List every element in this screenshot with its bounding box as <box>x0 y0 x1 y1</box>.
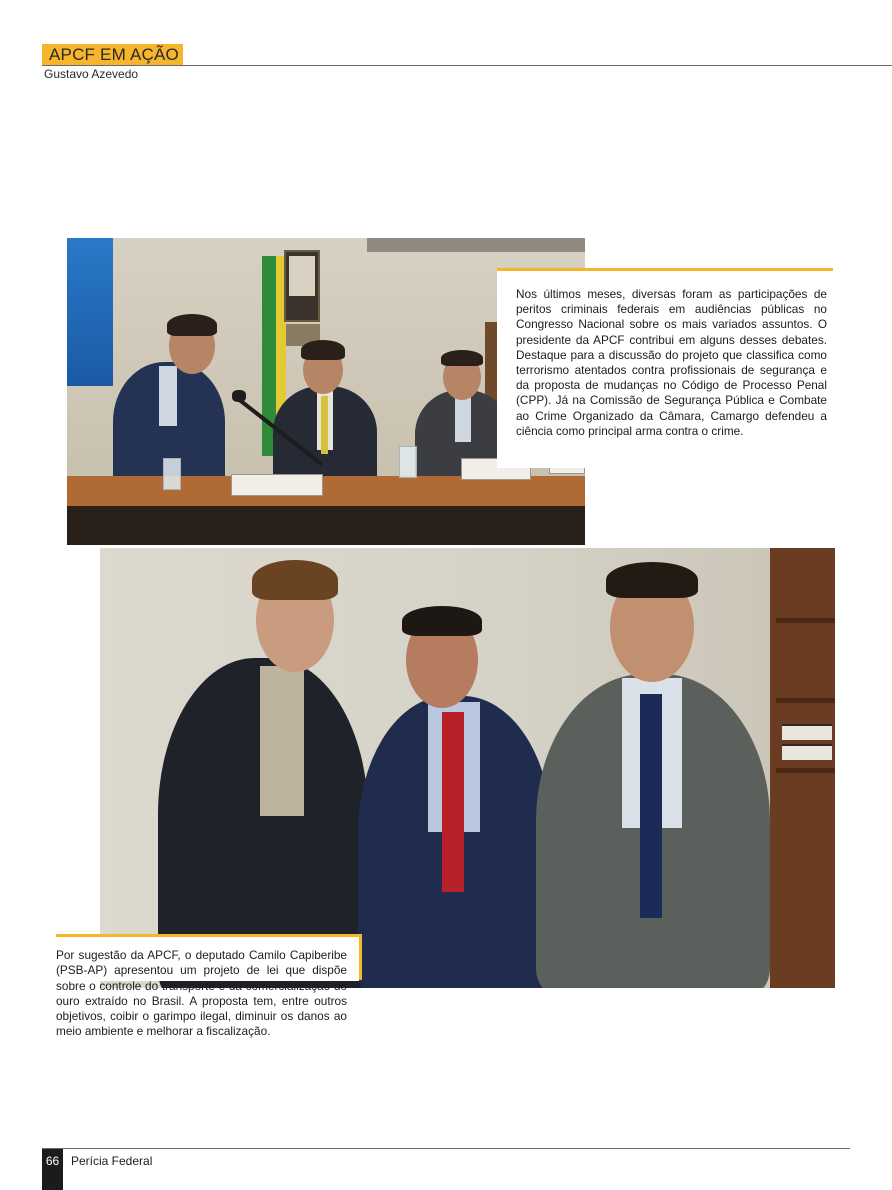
group-photo <box>100 548 835 988</box>
page-number: 66 <box>45 1154 60 1168</box>
person-middle-hair <box>301 340 345 360</box>
person-middle-tie <box>442 712 464 892</box>
caption-bottom-accent-vertical <box>359 934 362 980</box>
caption-bottom: Por sugestão da APCF, o deputado Camilo Capiberibe (PSB-AP) apresentou um projeto de lei que dispõe sobre o controle do transporte e da comercialização do ouro extraído no Brasil. A proposta tem, entre outros objetivos, coibir o garimpo ilegal, diminuir os danos ao meio ambiente e melhorar a fiscalização. <box>56 948 347 1039</box>
person-right-shirt <box>455 394 471 442</box>
person-left-hair <box>252 560 338 600</box>
footer-rule <box>42 1148 850 1149</box>
water-glass <box>399 446 417 478</box>
person-right-tie <box>640 694 662 918</box>
shelf-books <box>782 744 832 760</box>
microphone-head <box>232 390 246 402</box>
shelf-board <box>776 618 835 623</box>
section-title: APCF EM AÇÃO <box>49 45 179 64</box>
header-rule <box>42 65 892 66</box>
name-plate <box>231 474 323 496</box>
shelf-board <box>776 698 835 703</box>
photo-portrait <box>289 256 315 296</box>
author-byline: Gustavo Azevedo <box>44 67 139 81</box>
photo-screen <box>67 238 113 386</box>
desk-front <box>67 506 585 545</box>
shelf-books <box>782 724 832 740</box>
person-speaker-shirt <box>159 366 177 426</box>
shelf-board <box>776 768 835 773</box>
person-left-shirt <box>260 666 304 816</box>
person-middle-hair <box>402 606 482 636</box>
desk-top <box>67 476 585 506</box>
water-glass <box>163 458 181 490</box>
caption-top: Nos últimos meses, diversas foram as participações de peritos criminais federais em audiências públicas no Congresso Nacional sobre os mais variados assuntos. O presidente da APCF contribui em alguns desses debates. Destaque para a discussão do projeto que classifica como terrorismo atentados contra profissionais de segurança e da proposta de mudanças no Código de Processo Penal (CPP). Já na Comissão de Segurança Pública e Combate ao Crime Organizado da Câmara, Camargo defendeu a ciência como principal arma contra o crime. <box>516 287 827 438</box>
photo-ceiling <box>367 238 585 252</box>
person-right-hair <box>441 350 483 366</box>
magazine-name: Perícia Federal <box>71 1154 153 1168</box>
person-speaker-hair <box>167 314 217 336</box>
person-right-hair <box>606 562 698 598</box>
person-middle-tie <box>321 396 328 454</box>
